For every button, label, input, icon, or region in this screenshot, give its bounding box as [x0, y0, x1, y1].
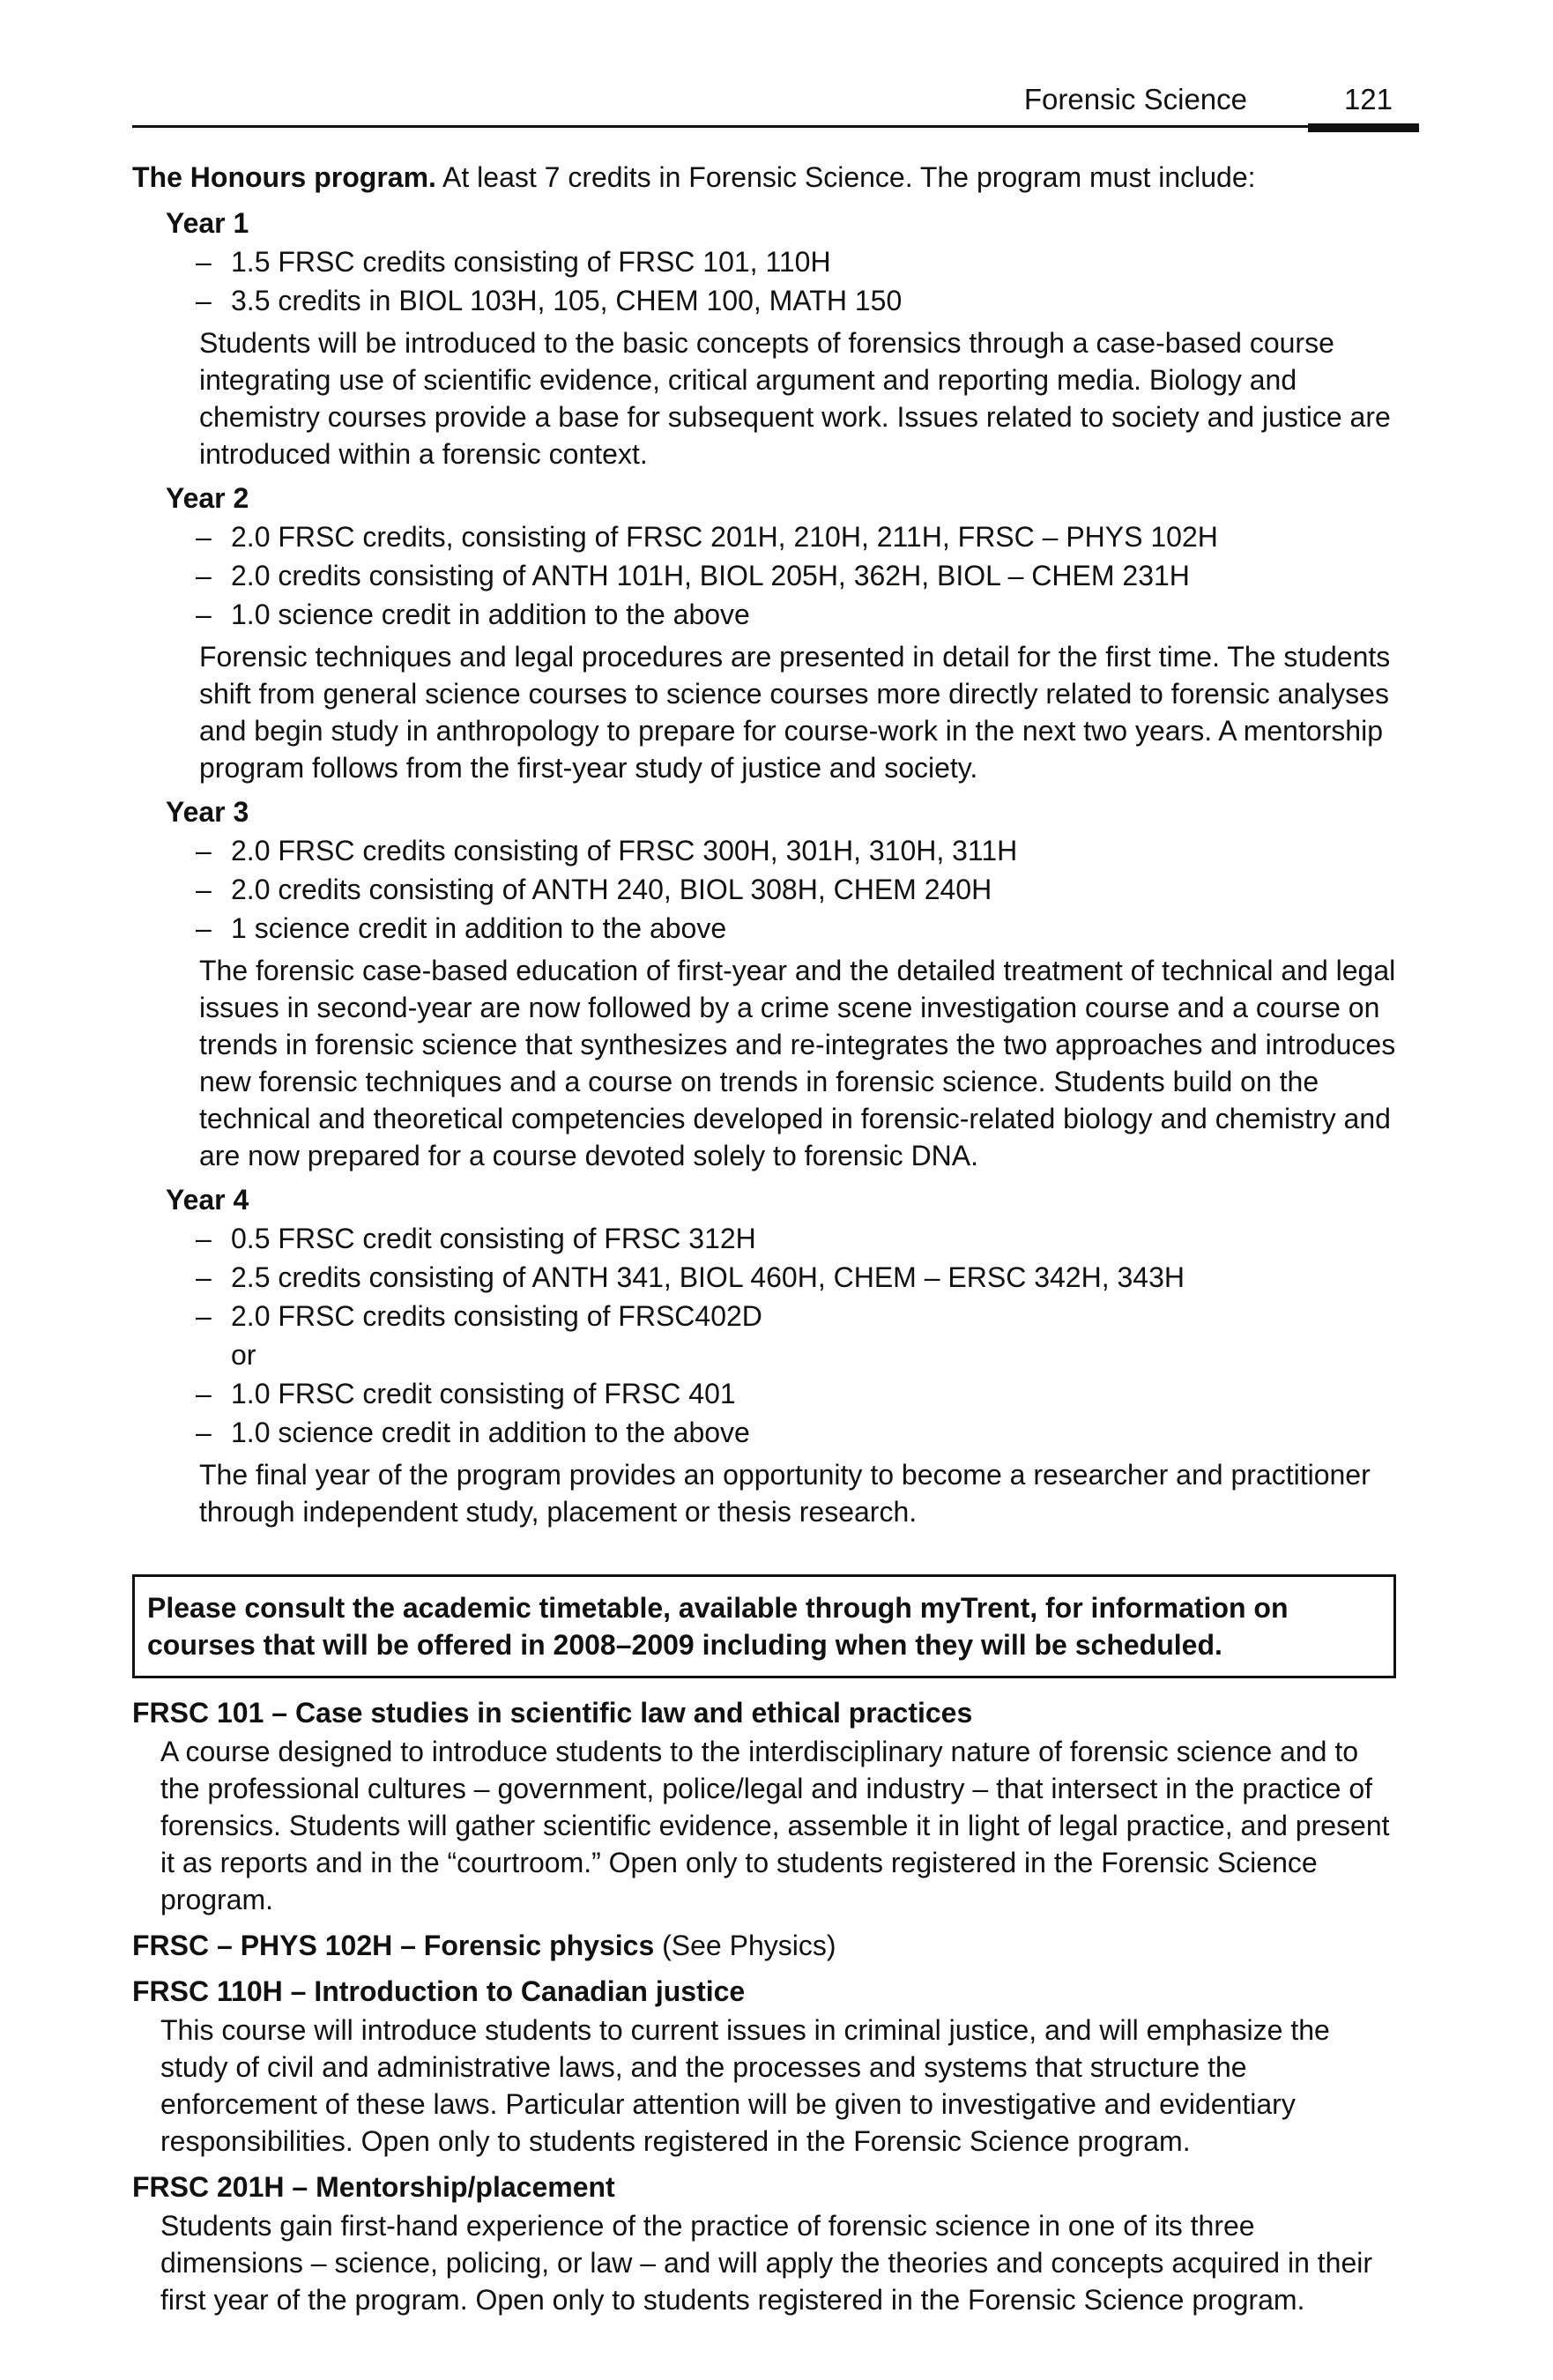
year-description: The final year of the program provides an opportunity to become a researcher and practitioner through independent study, placement or thesis research.	[199, 1459, 1371, 1528]
requirement-text: 1.0 FRSC credit consisting of FRSC 401	[231, 1378, 736, 1409]
page-content	[132, 159, 1419, 2318]
year-4-section	[132, 1181, 1419, 1530]
page-header	[132, 76, 1419, 128]
requirement-item	[132, 282, 1419, 319]
year-3-section	[132, 793, 1419, 1174]
requirement-text: 2.0 credits consisting of ANTH 101H, BIOL 205H, 362H, BIOL – CHEM 231H	[231, 560, 1190, 591]
course-title-text: FRSC – PHYS 102H – Forensic physics	[132, 1930, 655, 1961]
course-title-text: FRSC 101 – Case studies in scientific law and ethical practices	[132, 1697, 973, 1729]
requirement-item	[132, 1259, 1419, 1296]
year-heading: Year 2	[166, 482, 249, 514]
requirement-text: 2.0 FRSC credits, consisting of FRSC 201H, 210H, 211H, FRSC – PHYS 102H	[231, 521, 1218, 553]
dash-bullet: –	[196, 599, 212, 630]
requirement-item	[132, 1375, 1419, 1412]
course-title	[132, 1694, 1419, 1731]
cross-reference: (See Physics)	[654, 1930, 836, 1961]
course-entry	[132, 1927, 1419, 1964]
dash-bullet: –	[196, 246, 212, 278]
requirement-list	[132, 1220, 1419, 1451]
running-title: Forensic Science	[1023, 83, 1247, 115]
course-description: A course designed to introduce students to the interdisciplinary nature of forensic science and to the professional cultures – government, police/legal and industry – that intersect in the practice of forensics. Students will gather scientific evidence, assemble it in light of legal practice, and present it as reports and in the “courtroom.” Open only to students registered in the Forensic Science program.	[160, 1736, 1390, 1915]
requirement-text: 2.0 FRSC credits consisting of FRSC 300H, 301H, 310H, 311H	[231, 835, 1018, 866]
requirement-text: 2.0 FRSC credits consisting of FRSC402D	[231, 1300, 762, 1332]
requirement-list	[132, 518, 1419, 633]
requirement-text: 1.0 science credit in addition to the above	[231, 1417, 750, 1448]
requirement-item	[132, 832, 1419, 869]
program-name: The Honours program.	[132, 161, 436, 193]
course-title	[132, 1927, 1419, 1964]
course-entry	[132, 2168, 1419, 2318]
dash-bullet: –	[196, 1223, 212, 1254]
requirement-text: 1.0 science credit in addition to the above	[231, 599, 750, 630]
requirement-item	[132, 596, 1419, 633]
course-title	[132, 2168, 1419, 2205]
course-description: Students gain first-hand experience of the practice of forensic science in one of its three dimensions – science, policing, or law – and will apply the theories and concepts acquired in their first year of the program. Open only to students registered in the Forensic Science program.	[160, 2210, 1372, 2316]
course-description: This course will introduce students to current issues in criminal justice, and will emphasize the study of civil and administrative laws, and the processes and systems that structure the enforcement of these laws. Particular attention will be given to investigative and evidentiary responsibilities. Open only to students registered in the Forensic Science program.	[160, 2014, 1330, 2157]
course-title-text: FRSC 110H – Introduction to Canadian justice	[132, 1975, 746, 2007]
year-heading: Year 4	[166, 1184, 249, 1216]
requirement-text: 2.5 credits consisting of ANTH 341, BIOL 460H, CHEM – ERSC 342H, 343H	[231, 1261, 1185, 1293]
requirement-item	[132, 1414, 1419, 1451]
requirement-text: 2.0 credits consisting of ANTH 240, BIOL 308H, CHEM 240H	[231, 874, 992, 905]
dash-bullet: –	[196, 521, 212, 553]
requirement-item	[132, 518, 1419, 555]
dash-bullet: –	[196, 285, 212, 316]
requirement-text: 0.5 FRSC credit consisting of FRSC 312H	[231, 1223, 756, 1254]
requirement-list	[132, 243, 1419, 319]
year-2-section	[132, 480, 1419, 786]
requirement-list	[132, 832, 1419, 947]
or-separator: or	[231, 1339, 256, 1371]
course-title	[132, 1973, 1419, 2010]
year-heading: Year 3	[166, 796, 249, 828]
header-accent-bar	[1308, 123, 1419, 132]
requirement-item	[132, 557, 1419, 594]
requirement-item	[132, 910, 1419, 947]
course-entry	[132, 1694, 1419, 1918]
dash-bullet: –	[196, 835, 212, 866]
requirement-item	[132, 1220, 1419, 1257]
timetable-notice-box: Please consult the academic timetable, available through myTrent, for information on courses that will be offered in 2008–2009 including when they will be scheduled.	[132, 1574, 1396, 1678]
program-summary: At least 7 credits in Forensic Science. The program must include:	[435, 161, 1256, 193]
year-1-section	[132, 205, 1419, 472]
year-description: Forensic techniques and legal procedures are presented in detail for the first time. The students shift from general science courses to science courses more directly related to forensic analyses and begin study in anthropology to prepare for course-work in the next two years. A mentorship program follows from the first-year study of justice and society.	[199, 641, 1391, 784]
requirement-item	[132, 243, 1419, 280]
course-entry	[132, 1973, 1419, 2160]
requirement-text: 3.5 credits in BIOL 103H, 105, CHEM 100, MATH 150	[231, 285, 903, 316]
dash-bullet: –	[196, 874, 212, 905]
year-description: Students will be introduced to the basic concepts of forensics through a case-based course integrating use of scientific evidence, critical argument and reporting media. Biology and chemistry courses provide a base for subsequent work. Issues related to society and justice are introduced within a forensic context.	[199, 327, 1391, 470]
dash-bullet: –	[196, 1261, 212, 1293]
dash-bullet: –	[196, 1300, 212, 1332]
requirement-item	[132, 1298, 1419, 1335]
dash-bullet: –	[196, 1378, 212, 1409]
page-number: 121	[1343, 83, 1393, 115]
requirement-text: 1 science credit in addition to the above	[231, 912, 727, 944]
dash-bullet: –	[196, 560, 212, 591]
requirement-text: 1.5 FRSC credits consisting of FRSC 101, 110H	[231, 246, 831, 278]
course-title-text: FRSC 201H – Mentorship/placement	[132, 2171, 615, 2203]
dash-bullet: –	[196, 912, 212, 944]
year-description: The forensic case-based education of first-year and the detailed treatment of technical and legal issues in second-year are now followed by a crime scene investigation course and a course on trends in forensic science that synthesizes and re-integrates the two approaches and introduces new forensic techniques and a course on trends in forensic science. Students build on the technical and theoretical competencies developed in forensic-related biology and chemistry and are now prepared for a course devoted solely to forensic DNA.	[199, 955, 1396, 1171]
requirement-item	[132, 871, 1419, 908]
program-intro	[132, 159, 1419, 196]
year-heading: Year 1	[166, 207, 249, 239]
dash-bullet: –	[196, 1417, 212, 1448]
